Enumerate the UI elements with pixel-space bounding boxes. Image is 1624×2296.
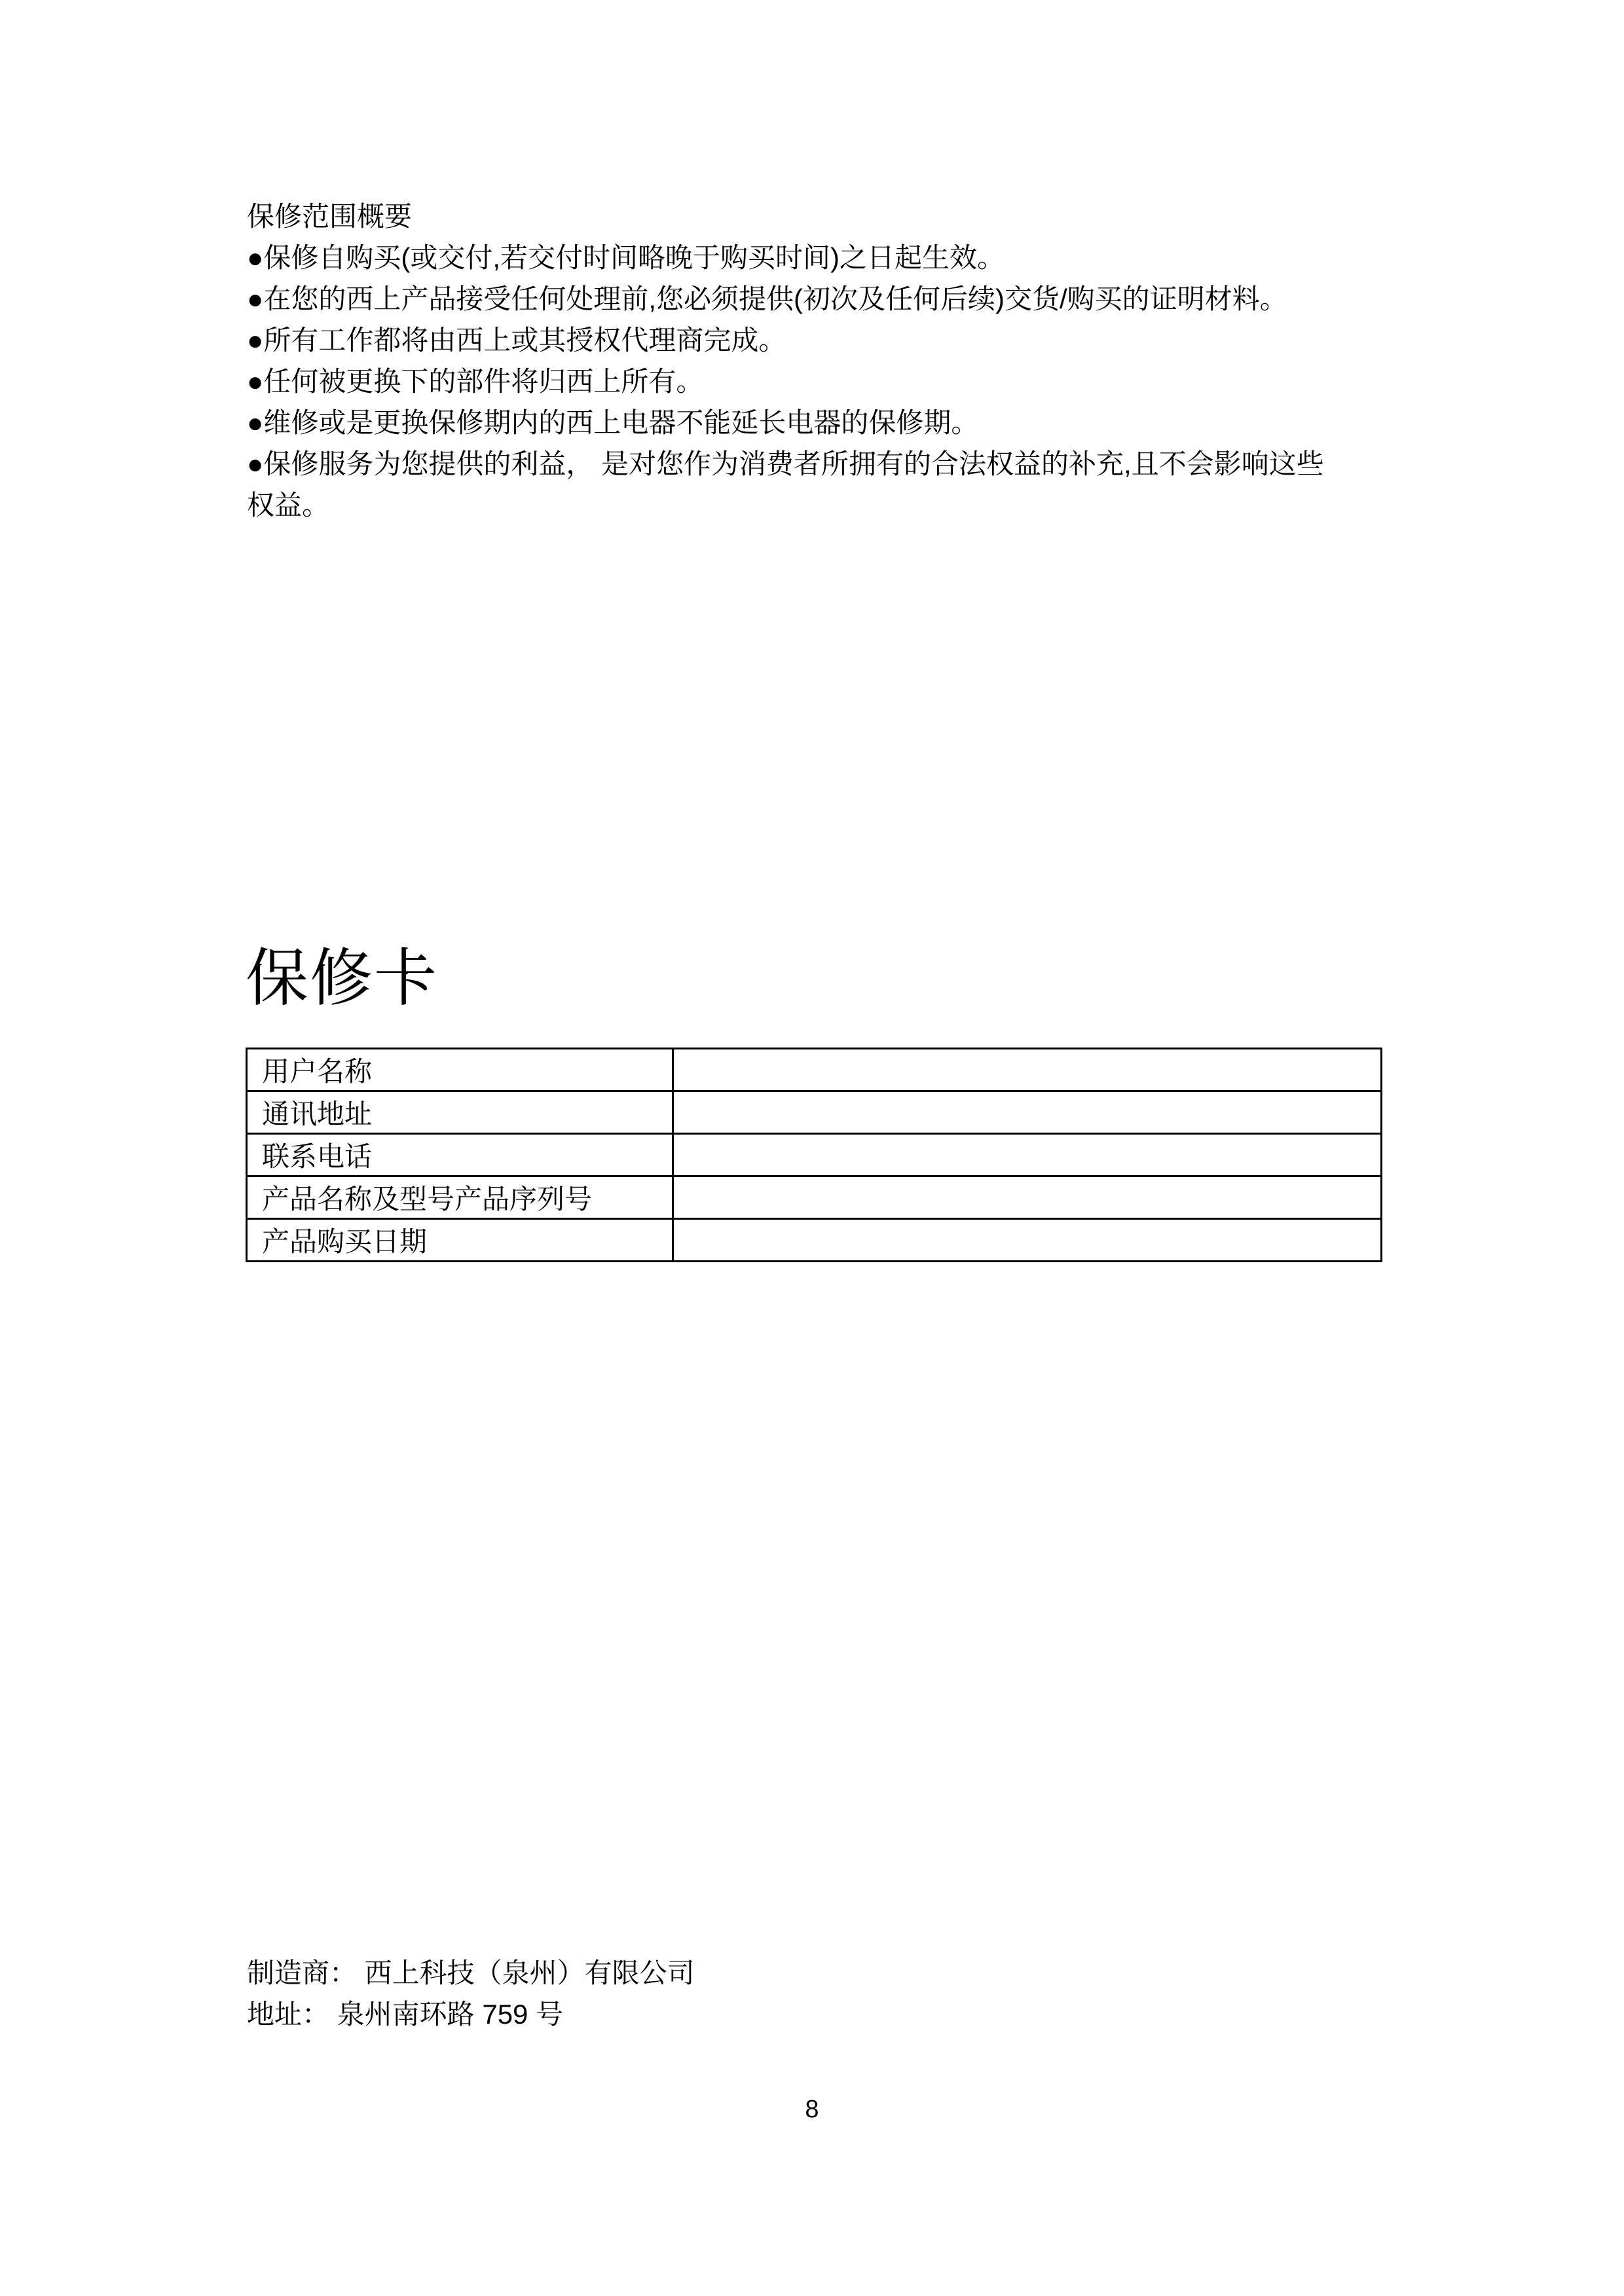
address-line: 地址： 泉州南环路 759 号 [247, 1999, 564, 2030]
bullet-text: 任何被更换下的部件将归西上所有。 [263, 366, 704, 397]
warranty-card-table [246, 1048, 1382, 1262]
summary-bullet-item [247, 278, 1390, 319]
table-row [247, 1091, 1382, 1134]
summary-heading [247, 196, 1390, 237]
table-row [247, 1049, 1382, 1091]
table-row [247, 1176, 1382, 1219]
row-value-user-name [673, 1049, 1382, 1091]
row-label-purchase-date: 产品购买日期 [247, 1219, 673, 1262]
warranty-summary [247, 196, 1390, 526]
row-label-mailing-address: 通讯地址 [247, 1091, 673, 1134]
summary-heading-text: 保修范围概要 [247, 201, 413, 232]
table-row [247, 1134, 1382, 1176]
summary-bullet-item [247, 237, 1390, 278]
bullet-icon: ● [247, 407, 264, 438]
manufacturer-info [247, 1952, 695, 2035]
bullet-icon: ● [247, 325, 264, 355]
row-label-user-name: 用户名称 [247, 1049, 673, 1091]
summary-bullet-item [247, 361, 1390, 402]
row-value-product-name-model-serial [673, 1176, 1382, 1219]
warranty-card-title: 保修卡 [246, 943, 438, 1013]
page-number: 8 [805, 2096, 819, 2123]
bullet-text: 权益。 [247, 490, 330, 520]
row-value-mailing-address [673, 1091, 1382, 1134]
summary-continuation-line [247, 484, 1390, 526]
summary-bullet-item [247, 443, 1390, 484]
bullet-text: 保修自购买(或交付,若交付时间略晚于购买时间)之日起生效。 [263, 242, 1005, 273]
bullet-icon: ● [247, 448, 264, 479]
summary-bullet-item [247, 319, 1390, 361]
bullet-icon: ● [247, 242, 264, 273]
summary-bullet-item [247, 402, 1390, 443]
bullet-icon: ● [247, 366, 264, 397]
row-value-purchase-date [673, 1219, 1382, 1262]
manufacturer-line: 制造商： 西上科技（泉州）有限公司 [247, 1958, 695, 1988]
row-label-product-name-model-serial: 产品名称及型号产品序列号 [247, 1176, 673, 1219]
bullet-icon: ● [247, 283, 264, 314]
row-label-contact-phone: 联系电话 [247, 1134, 673, 1176]
bullet-text: 在您的西上产品接受任何处理前,您必须提供(初次及任何后续)交货/购买的证明材料。 [263, 283, 1287, 314]
bullet-text: 保修服务为您提供的利益， 是对您作为消费者所拥有的合法权益的补充,且不会影响这些 [263, 448, 1324, 479]
row-value-contact-phone [673, 1134, 1382, 1176]
table-row [247, 1219, 1382, 1262]
bullet-text: 所有工作都将由西上或其授权代理商完成。 [263, 325, 786, 355]
bullet-text: 维修或是更换保修期内的西上电器不能延长电器的保修期。 [263, 407, 979, 438]
